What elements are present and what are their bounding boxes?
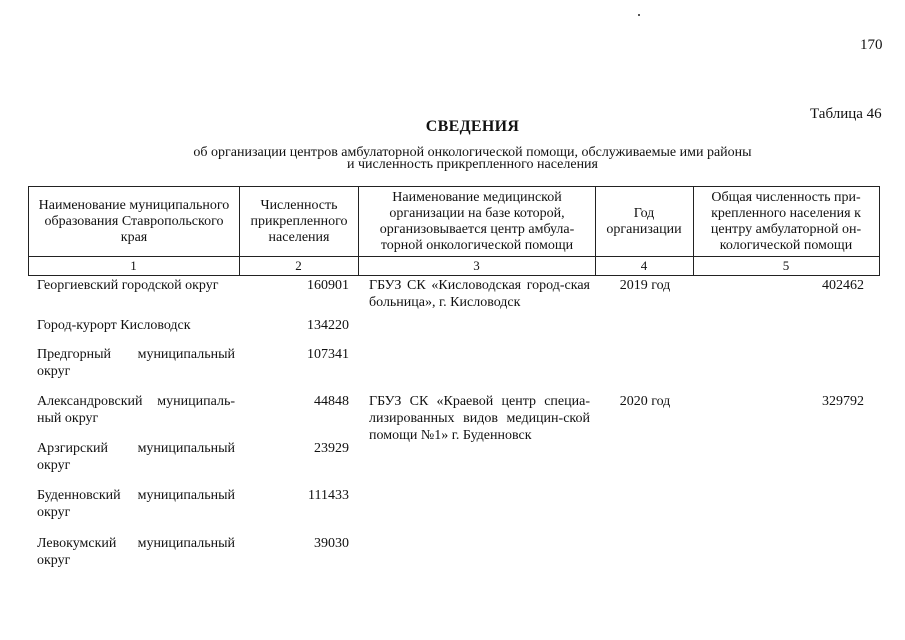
header-municipality: Наименование муниципального образования Ставропольского края xyxy=(38,198,230,245)
column-number-1: 1 xyxy=(130,258,137,273)
column-number-5: 5 xyxy=(782,258,790,273)
scan-speck xyxy=(638,14,640,16)
header-total: Общая численность при-крепленного населения к центру амбулаторной он-кологической помощи xyxy=(710,190,862,253)
header-population: Численность прикрепленного населения xyxy=(250,198,348,245)
row-1-population: 160901 xyxy=(307,278,349,293)
row-7-population: 39030 xyxy=(314,536,349,551)
row-1-organization: ГБУЗ СК «Кисловодская город-ская больница», г. Кисловодск xyxy=(369,278,590,310)
table-header xyxy=(28,186,880,276)
column-number-4: 4 xyxy=(640,258,648,273)
header-divider xyxy=(28,256,880,257)
document-title: СВЕДЕНИЯ xyxy=(425,118,520,135)
document-subtitle xyxy=(140,147,805,171)
row-5-population: 23929 xyxy=(314,441,349,456)
header-bottom-border xyxy=(28,275,880,276)
row-6-population: 111433 xyxy=(308,488,349,503)
page-number: 170 xyxy=(860,37,883,53)
row-1-municipality: Георгиевский городской округ xyxy=(37,278,219,293)
header-top-border xyxy=(28,186,880,187)
row-3-population: 107341 xyxy=(307,347,349,362)
header-organization: Наименование медицинской организации на базе которой, организовывается центр амбула-торной онкологической помощи xyxy=(379,190,575,253)
row-2-population: 134220 xyxy=(307,318,349,333)
row-4-year: 2020 год xyxy=(619,394,671,409)
col-border-5 xyxy=(879,186,880,276)
header-year: Год организации xyxy=(606,206,682,237)
subtitle-line-1: об организации центров амбулаторной онкологической помощи, обслуживаемые ими районы xyxy=(193,145,752,160)
row-6-municipality: Буденновский муниципальный округ xyxy=(37,488,235,520)
row-1-year: 2019 год xyxy=(619,278,671,293)
column-number-2: 2 xyxy=(295,258,302,273)
table-number: Таблица 46 xyxy=(810,106,882,122)
row-4-organization: ГБУЗ СК «Краевой центр специа-лизированных видов медицин-ской помощи №1» г. Буденновск xyxy=(369,394,590,443)
row-4-total: 329792 xyxy=(822,394,864,409)
row-5-municipality: Арзгирский муниципальный округ xyxy=(37,441,235,473)
row-2-municipality: Город-курорт Кисловодск xyxy=(37,318,191,333)
row-7-municipality: Левокумский муниципальный округ xyxy=(37,536,235,568)
column-number-3: 3 xyxy=(473,258,480,273)
row-3-municipality: Предгорный муниципальный округ xyxy=(37,347,235,379)
row-4-municipality: Александровский муниципаль-ный округ xyxy=(37,394,235,426)
row-4-population: 44848 xyxy=(314,394,349,409)
subtitle-line-2: и численность прикрепленного населения xyxy=(347,157,598,172)
row-1-total: 402462 xyxy=(822,278,864,293)
